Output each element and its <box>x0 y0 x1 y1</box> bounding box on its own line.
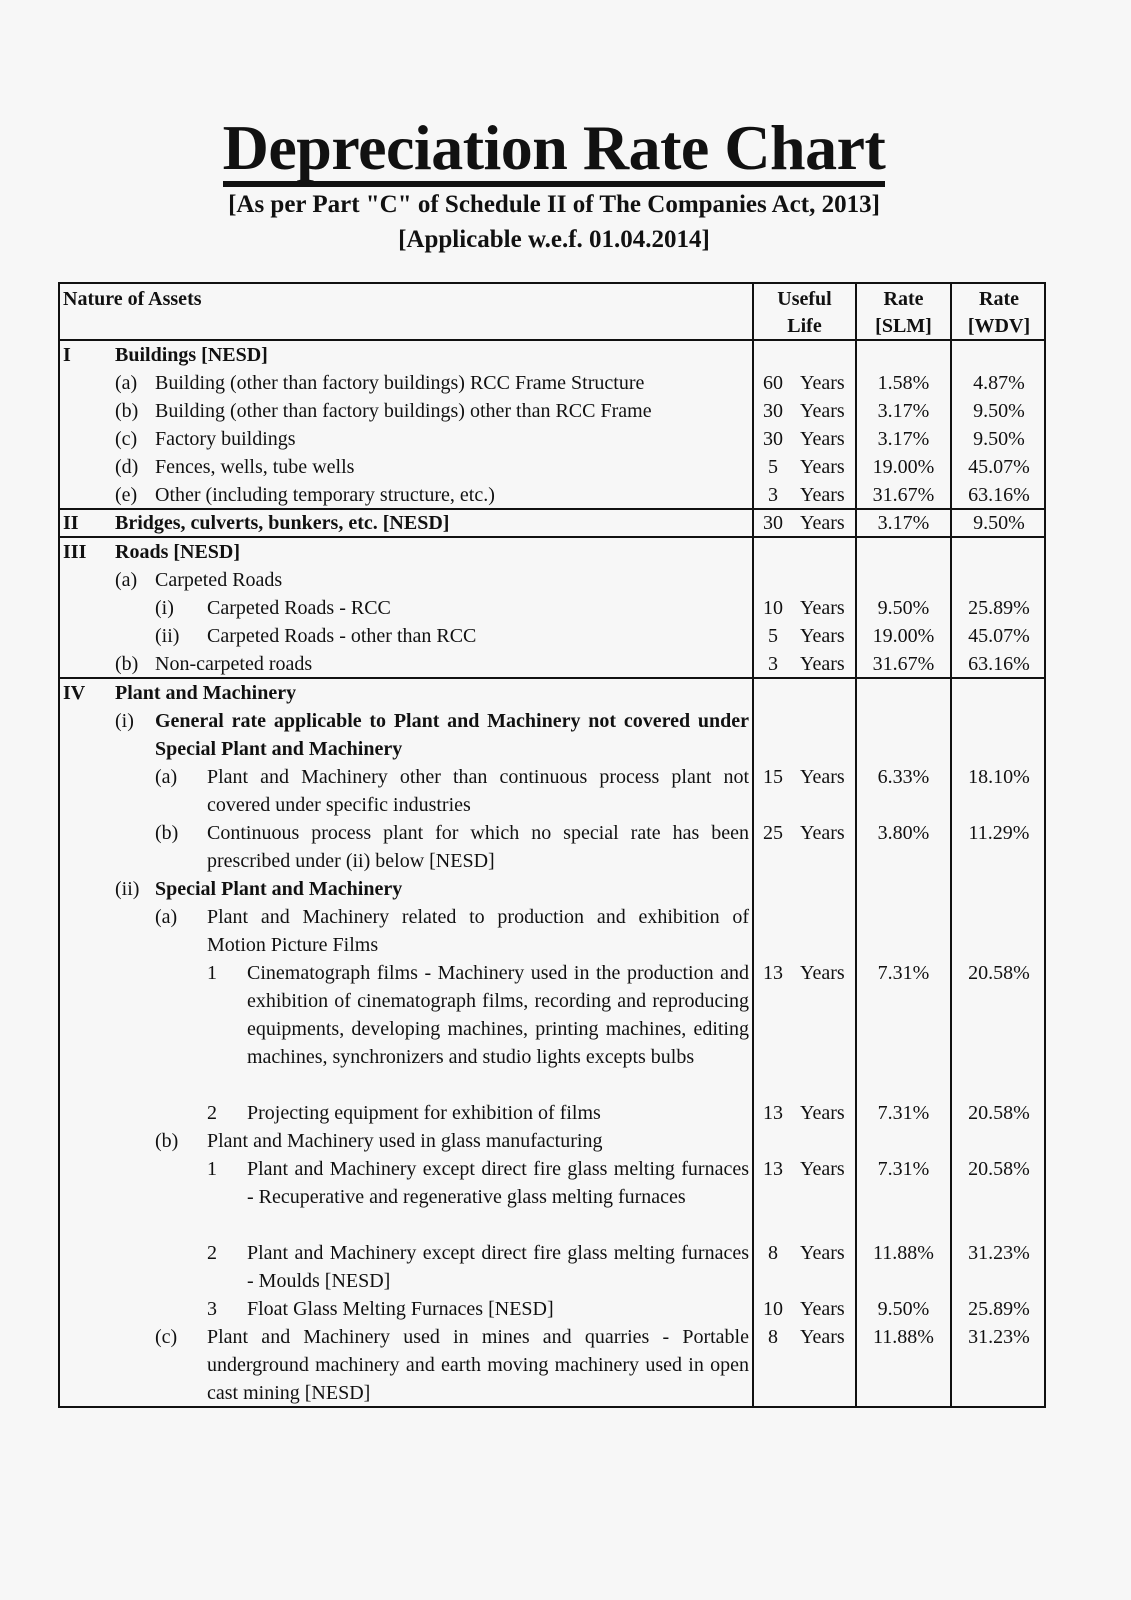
subsubitem-number: 3 <box>207 1298 217 1320</box>
section-number: I <box>63 344 71 366</box>
rate-wdv: 11.29% <box>968 822 1030 844</box>
section-label: Roads [NESD] <box>115 541 241 563</box>
rate-wdv: 25.89% <box>968 597 1030 619</box>
item-number: (a) <box>115 569 138 591</box>
useful-life-value: 3 <box>768 653 778 675</box>
subitem-number: (b) <box>155 822 179 844</box>
column-divider <box>752 284 754 1406</box>
item-label: Special Plant and Machinery <box>155 878 403 900</box>
item-label: Carpeted Roads <box>155 569 283 591</box>
useful-life-unit: Years <box>800 1298 845 1320</box>
rate-slm: 6.33% <box>877 766 930 788</box>
useful-life-unit: Years <box>800 597 845 619</box>
useful-life-value: 25 <box>763 822 783 844</box>
useful-life-unit: Years <box>800 625 845 647</box>
rate-slm: 9.50% <box>877 597 930 619</box>
rate-slm: 9.50% <box>877 1298 930 1320</box>
useful-life-unit: Years <box>800 456 845 478</box>
subsubitem-label: Float Glass Melting Furnaces [NESD] <box>247 1298 554 1320</box>
item-number: (e) <box>115 484 138 506</box>
useful-life-unit: Years <box>800 512 845 534</box>
useful-life-value: 30 <box>763 512 783 534</box>
rate-wdv: 18.10% <box>968 766 1030 788</box>
item-label: Building (other than factory buildings) RCC Frame Structure <box>155 372 645 394</box>
rate-slm: 1.58% <box>877 372 930 394</box>
rate-slm: 19.00% <box>872 625 935 647</box>
page-title: Depreciation Rate Chart <box>0 112 1108 187</box>
subitem-label: Plant and Machinery other than continuous process plant not covered under specific industries <box>207 766 749 816</box>
section-number: III <box>63 541 87 563</box>
subitem-number: (a) <box>155 906 178 928</box>
subsubitem-label: Projecting equipment for exhibition of films <box>247 1102 601 1124</box>
item-number: (ii) <box>115 878 140 900</box>
subitem-label: Continuous process plant for which no special rate has been prescribed under (ii) below [NESD] <box>207 822 749 872</box>
useful-life-value: 13 <box>763 962 783 984</box>
subsubitem-number: 2 <box>207 1242 217 1264</box>
rate-wdv: 45.07% <box>968 625 1030 647</box>
item-label: Other (including temporary structure, etc.) <box>155 484 495 506</box>
item-number: (i) <box>115 710 134 732</box>
useful-life-value: 10 <box>763 1298 783 1320</box>
subsubitem-label: Plant and Machinery except direct fire glass melting furnaces - Recuperative and regenerative glass melting furnaces <box>247 1158 749 1208</box>
section-number: II <box>63 512 79 534</box>
useful-life-value: 30 <box>763 428 783 450</box>
useful-life-unit: Years <box>800 1158 845 1180</box>
useful-life-value: 10 <box>763 597 783 619</box>
subitem-label: Plant and Machinery used in mines and quarries - Portable underground machinery and earth moving machinery used in open cast mining [NESD] <box>207 1326 749 1404</box>
rate-wdv: 9.50% <box>973 512 1025 534</box>
useful-life-value: 60 <box>763 372 783 394</box>
useful-life-value: 13 <box>763 1102 783 1124</box>
item-number: (b) <box>115 400 139 422</box>
useful-life-value: 5 <box>768 625 778 647</box>
useful-life-unit: Years <box>800 1242 845 1264</box>
section-label: Plant and Machinery <box>115 682 297 704</box>
item-label: Fences, wells, tube wells <box>155 456 355 478</box>
subsubitem-number: 2 <box>207 1102 217 1124</box>
rate-slm: 7.31% <box>877 962 930 984</box>
header-nature: Nature of Assets <box>63 288 202 310</box>
rate-slm: 19.00% <box>872 456 935 478</box>
subitem-number: (a) <box>155 766 178 788</box>
useful-life-value: 15 <box>763 766 783 788</box>
rate-wdv: 9.50% <box>973 428 1025 450</box>
section-label: Bridges, culverts, bunkers, etc. [NESD] <box>115 512 450 534</box>
depreciation-table <box>58 282 1046 1408</box>
useful-life-unit: Years <box>800 372 845 394</box>
useful-life-value: 8 <box>768 1326 778 1348</box>
rate-wdv: 4.87% <box>973 372 1025 394</box>
useful-life-value: 3 <box>768 484 778 506</box>
useful-life-unit: Years <box>800 1102 845 1124</box>
item-label: Non-carpeted roads <box>155 653 313 675</box>
useful-life-unit: Years <box>800 653 845 675</box>
subitem-label: Plant and Machinery used in glass manufacturing <box>207 1130 603 1152</box>
section-label: Buildings [NESD] <box>115 344 268 366</box>
item-label: Building (other than factory buildings) other than RCC Frame <box>155 400 652 422</box>
rate-wdv: 20.58% <box>968 1102 1030 1124</box>
rate-wdv: 63.16% <box>968 484 1030 506</box>
rate-slm: 7.31% <box>877 1102 930 1124</box>
rate-slm: 3.17% <box>877 512 930 534</box>
subtitle-applicable-date: [Applicable w.e.f. 01.04.2014] <box>398 226 710 253</box>
subsubitem-number: 1 <box>207 1158 217 1180</box>
useful-life-unit: Years <box>800 822 845 844</box>
rate-wdv: 25.89% <box>968 1298 1030 1320</box>
item-label: Factory buildings <box>155 428 296 450</box>
useful-life-value: 13 <box>763 1158 783 1180</box>
subsubitem-label: Plant and Machinery except direct fire glass melting furnaces - Moulds [NESD] <box>247 1242 749 1292</box>
subitem-number: (ii) <box>155 625 180 647</box>
rate-slm: 7.31% <box>877 1158 930 1180</box>
useful-life-unit: Years <box>800 1326 845 1348</box>
rate-wdv: 20.58% <box>968 962 1030 984</box>
useful-life-unit: Years <box>800 962 845 984</box>
subitem-label: Plant and Machinery related to production and exhibition of Motion Picture Films <box>207 906 749 956</box>
item-number: (d) <box>115 456 139 478</box>
item-label: General rate applicable to Plant and Machinery not covered under Special Plant and Machinery <box>155 710 749 760</box>
rate-slm: 31.67% <box>872 653 935 675</box>
rate-slm: 31.67% <box>872 484 935 506</box>
rate-slm: 11.88% <box>873 1326 934 1348</box>
rate-wdv: 63.16% <box>968 653 1030 675</box>
useful-life-unit: Years <box>800 766 845 788</box>
header-rate-wdv: Rate [WDV] <box>967 288 1031 337</box>
section-number: IV <box>63 682 86 704</box>
subitem-number: (i) <box>155 597 174 619</box>
rate-wdv: 31.23% <box>968 1242 1030 1264</box>
item-number: (a) <box>115 372 138 394</box>
rate-slm: 3.17% <box>877 400 930 422</box>
item-number: (b) <box>115 653 139 675</box>
useful-life-unit: Years <box>800 484 845 506</box>
item-number: (c) <box>115 428 138 450</box>
rate-wdv: 9.50% <box>973 400 1025 422</box>
subitem-label: Carpeted Roads - other than RCC <box>207 625 477 647</box>
useful-life-value: 8 <box>768 1242 778 1264</box>
subtitle-act-reference: [As per Part "C" of Schedule II of The Companies Act, 2013] <box>228 191 880 218</box>
rate-slm: 3.17% <box>877 428 930 450</box>
subsubitem-number: 1 <box>207 962 217 984</box>
rate-wdv: 20.58% <box>968 1158 1030 1180</box>
useful-life-value: 30 <box>763 400 783 422</box>
header-useful-life: Useful Life <box>777 288 832 337</box>
subitem-number: (c) <box>155 1326 178 1348</box>
rate-wdv: 31.23% <box>968 1326 1030 1348</box>
subitem-label: Carpeted Roads - RCC <box>207 597 391 619</box>
rate-slm: 3.80% <box>877 822 930 844</box>
useful-life-value: 5 <box>768 456 778 478</box>
subitem-number: (b) <box>155 1130 179 1152</box>
header-rate-slm: Rate [SLM] <box>875 288 932 337</box>
subsubitem-label: Cinematograph films - Machinery used in the production and exhibition of cinematograph films, recording and reproducing equipments, developing machines, printing machines, editing machines, synchronizers and studio lights excepts bulbs <box>247 962 749 1068</box>
useful-life-unit: Years <box>800 400 845 422</box>
rate-wdv: 45.07% <box>968 456 1030 478</box>
useful-life-unit: Years <box>800 428 845 450</box>
rate-slm: 11.88% <box>873 1242 934 1264</box>
